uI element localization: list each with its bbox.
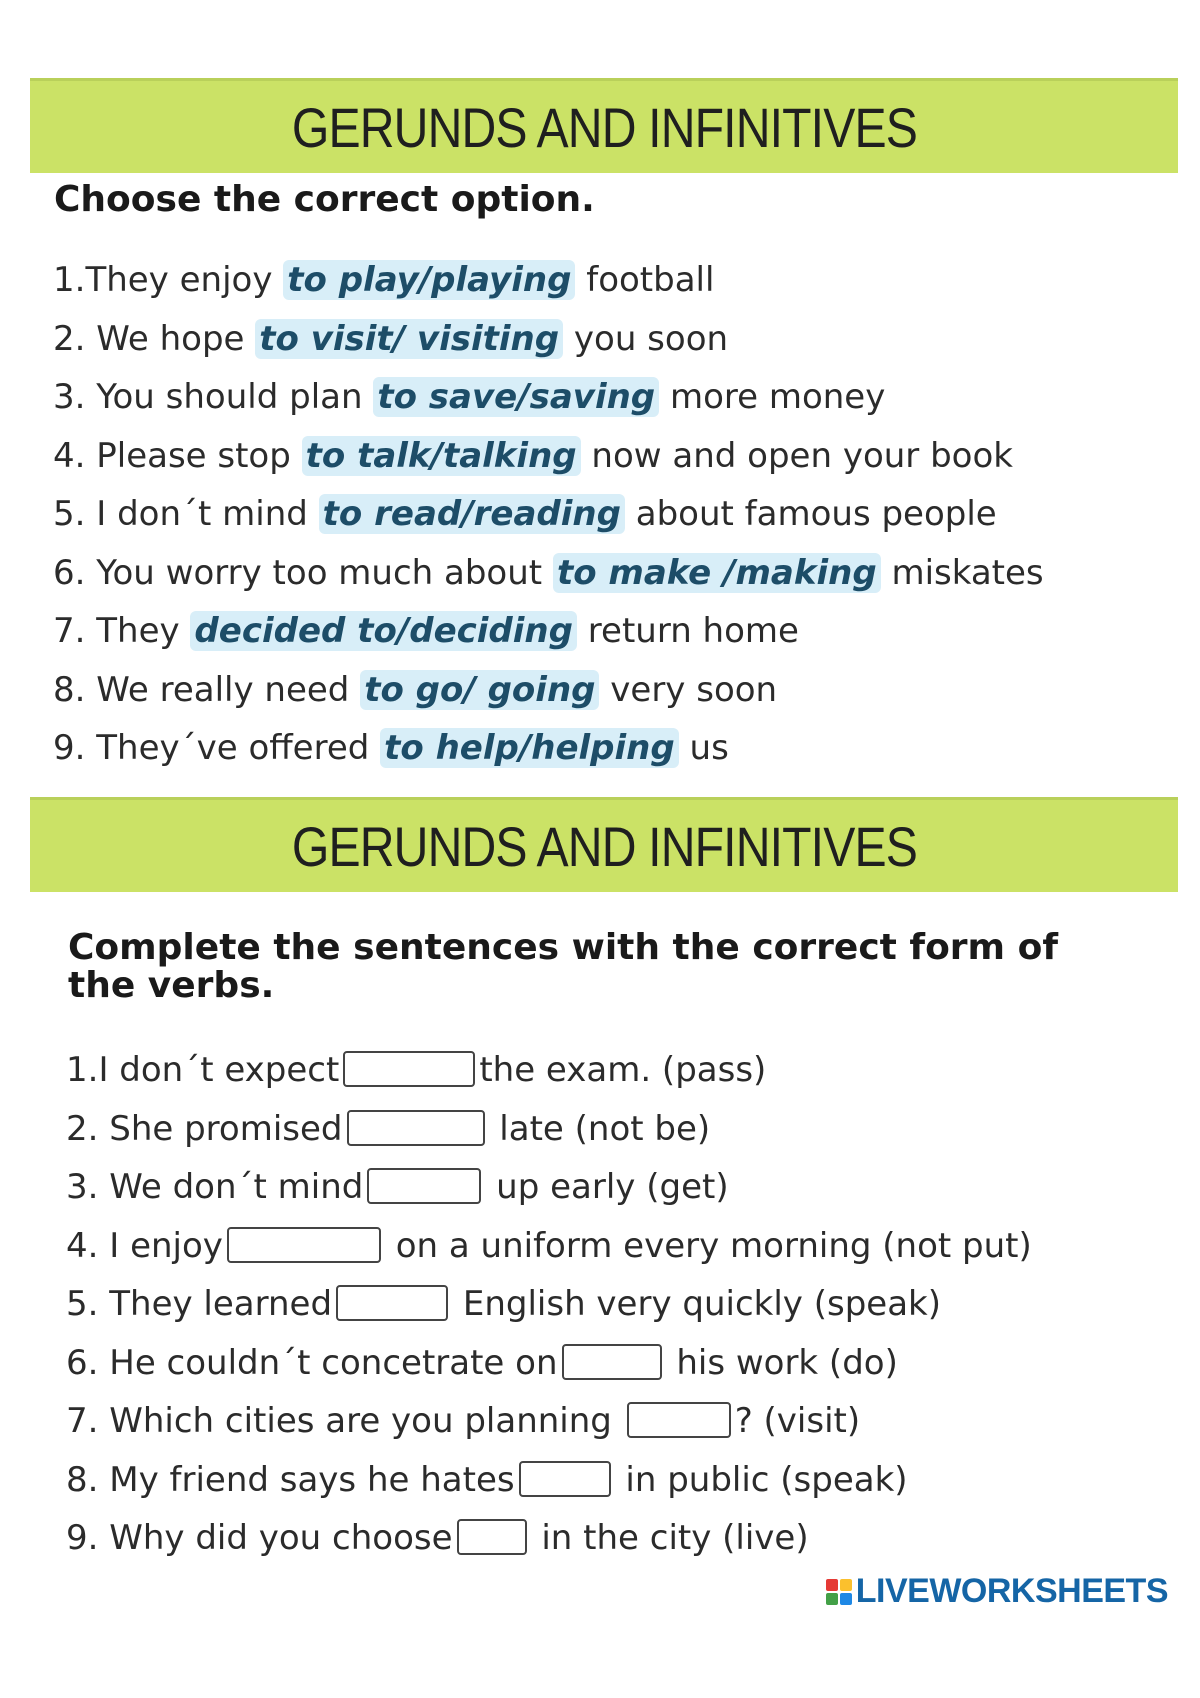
logo-mark-icon [826,1579,852,1605]
fill-in-item [66,1343,898,1383]
sentence-end: return home [576,611,799,651]
sentence-start: 9. Why did you choose [66,1518,453,1558]
sentence-start: 5. They learned [66,1284,333,1324]
sentence-start: 1.They enjoy [53,260,284,300]
fill-in-item [66,1167,729,1207]
choice-item [53,436,1013,476]
answer-option[interactable]: to save/saving [373,377,659,417]
sentence-start: 3. You should plan [53,377,374,417]
sentence-start: 6. You worry too much about [53,552,553,593]
sentence-end: up early (get) [485,1167,729,1207]
choice-item [53,553,1044,593]
sentence-start: 5. I don´t mind [53,494,319,534]
sentence-end: ? (visit) [734,1401,861,1441]
answer-blank-input[interactable] [336,1285,448,1321]
sentence-start: 1.I don´t expect [66,1050,340,1090]
sentence-end: football [575,260,715,300]
choice-item [53,377,885,417]
sentence-end: English very quickly (speak) [452,1284,941,1324]
sentence-end: the exam. (pass) [479,1050,767,1090]
answer-option[interactable]: to play/playing [283,260,575,300]
section2-instruction-line1: Complete the sentences with the correct form of [68,927,1058,968]
answer-option[interactable]: to talk/talking [302,436,581,476]
answer-option[interactable]: to visit/ visiting [255,319,563,359]
sentence-end: very soon [599,669,778,710]
answer-blank-input[interactable] [562,1344,662,1380]
sentence-start: 3. We don´t mind [66,1167,364,1207]
section2-banner [30,797,1178,892]
choice-item [53,670,777,710]
choice-item [53,611,799,651]
sentence-end: on a uniform every morning (not put) [384,1225,1032,1266]
answer-blank-input[interactable] [343,1051,475,1087]
sentence-end: in public (speak) [614,1459,908,1500]
fill-in-item [66,1460,908,1500]
sentence-start: 4. Please stop [53,435,302,476]
sentence-start: 6. He couldn´t concetrate on [66,1342,558,1383]
fill-in-item [66,1050,766,1090]
sentence-start: 7. Which cities are you planning [66,1401,623,1441]
fill-in-item [66,1284,941,1324]
fill-in-item [66,1401,860,1441]
answer-option[interactable]: decided to/deciding [190,611,577,651]
logo-text: LIVEWORKSHEETS [855,1572,1168,1610]
answer-blank-input[interactable] [347,1110,485,1146]
choice-item [53,260,714,300]
sentence-end: in the city (live) [530,1518,809,1558]
answer-blank-input[interactable] [519,1461,611,1497]
answer-blank-input[interactable] [627,1402,731,1438]
answer-blank-input[interactable] [457,1519,527,1555]
fill-in-item [66,1109,710,1149]
sentence-start: 4. I enjoy [66,1225,223,1266]
sentence-end: late (not be) [488,1108,711,1149]
sentence-start: 2. We hope [53,318,256,359]
section1-title: GERUNDS AND INFINITIVES [291,95,917,159]
section1-banner [30,78,1178,173]
section2-instruction-line2: the verbs. [68,965,275,1006]
sentence-start: 8. We really need [53,669,361,710]
fill-in-item [66,1226,1032,1266]
sentence-end: now and open your book [580,435,1013,476]
answer-blank-input[interactable] [227,1227,381,1263]
answer-option[interactable]: to help/helping [380,728,679,768]
answer-option[interactable]: to go/ going [360,670,599,710]
choice-item [53,494,997,534]
choice-item [53,728,729,768]
section2-title: GERUNDS AND INFINITIVES [291,814,917,878]
sentence-end: about famous people [624,494,997,534]
sentence-end: you soon [563,318,729,359]
sentence-start: 8. My friend says he hates [66,1459,515,1500]
sentence-start: 2. She promised [66,1108,343,1149]
sentence-start: 9. They´ve offered [53,728,381,768]
liveworksheets-logo [826,1572,1168,1611]
sentence-start: 7. They [53,611,191,651]
section1-instruction: Choose the correct option. [54,179,595,220]
answer-blank-input[interactable] [367,1168,481,1204]
choice-item [53,319,728,359]
answer-option[interactable]: to read/reading [319,494,625,534]
answer-option[interactable]: to make /making [553,553,881,593]
sentence-end: miskates [880,552,1044,593]
sentence-end: more money [659,377,886,417]
sentence-end: us [678,728,729,768]
fill-in-item [66,1518,809,1558]
sentence-end: his work (do) [665,1342,898,1383]
